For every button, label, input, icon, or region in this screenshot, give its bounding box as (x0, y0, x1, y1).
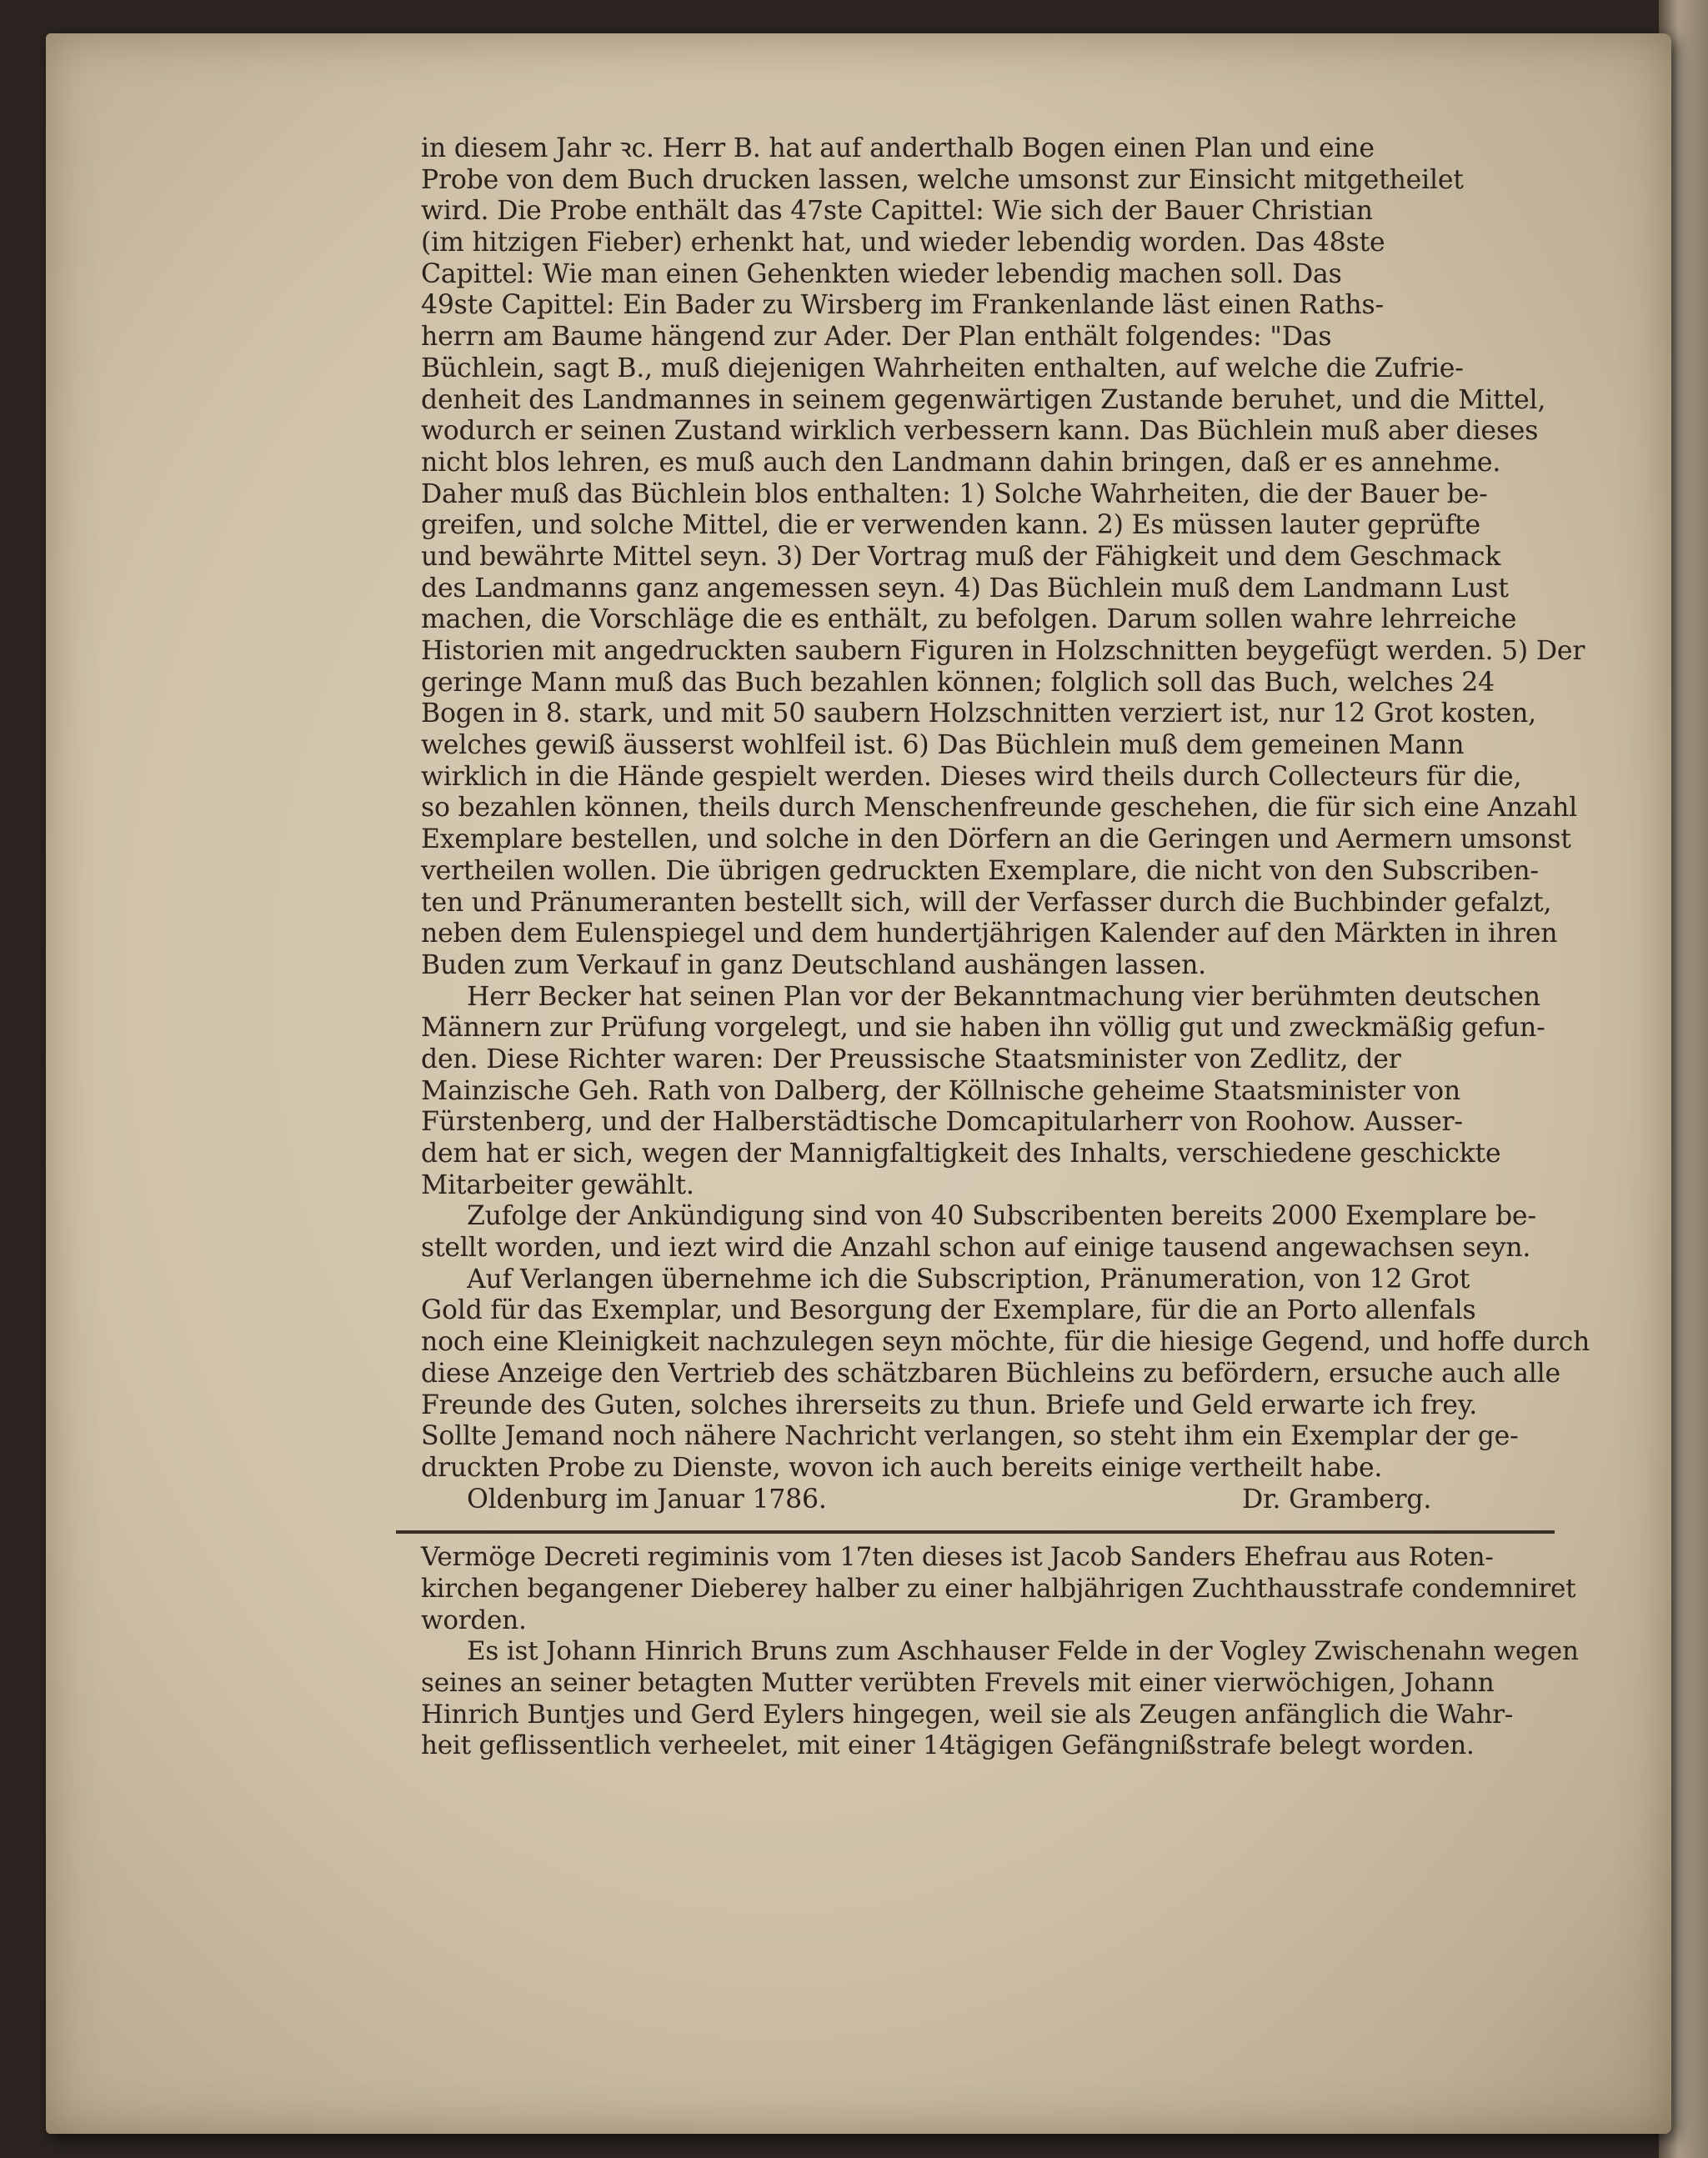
text-line: Herr Becker hat seinen Plan vor der Bekanntmachung vier berühmten deutschen (467, 981, 1540, 1012)
signature-name: Dr. Gramberg. (1242, 1484, 1432, 1515)
text-line: stellt worden, und iezt wird die Anzahl schon auf einige tausend angewachsen seyn. (421, 1233, 1531, 1264)
text-line: vertheilen wollen. Die übrigen gedruckten Exemplare, die nicht von den Subscriben- (421, 855, 1539, 886)
text-line: so bezahlen können, theils durch Menschenfreunde geschehen, die für sich eine Anzahl (421, 793, 1578, 824)
text-line: Es ist Johann Hinrich Bruns zum Aschhauser Felde in der Vogley Zwischenahn wegen (467, 1636, 1579, 1667)
text-line: herrn am Baume hängend zur Ader. Der Plan enthält folgendes: "Das (421, 322, 1332, 353)
text-line: Capittel: Wie man einen Gehenkten wieder lebendig machen soll. Das (421, 258, 1342, 289)
text-line: und bewährte Mittel seyn. 3) Der Vortrag muß der Fähigkeit und dem Geschmack (421, 541, 1501, 572)
paragraph-becker (421, 982, 1563, 1202)
text-line: Sollte Jemand noch nähere Nachricht verlangen, so steht ihm ein Exemplar der ge- (421, 1421, 1519, 1452)
text-line: Daher muß das Büchlein blos enthalten: 1) Solche Wahrheiten, die der Bauer be- (421, 478, 1488, 509)
text-line: heit geflissentlich verheelet, mit einer 14tägigen Gefängnißstrafe belegt worden. (421, 1730, 1475, 1761)
text-line: Vermöge Decreti regiminis vom 17ten dieses ist Jacob Sanders Ehefrau aus Roten- (421, 1542, 1494, 1573)
section-divider (396, 1530, 1555, 1534)
text-line: Buden zum Verkauf in ganz Deutschland aushängen lassen. (421, 949, 1206, 980)
text-line: geringe Mann muß das Buch bezahlen können; folglich soll das Buch, welches 24 (421, 667, 1495, 698)
text-line: Historien mit angedruckten saubern Figuren in Holzschnitten beygefügt werden. 5) Der (421, 636, 1585, 666)
text-line: kirchen begangener Dieberey halber zu einer halbjährigen Zuchthausstrafe condemniret (421, 1573, 1576, 1604)
text-line: denheit des Landmannes in seinem gegenwärtigen Zustande beruhet, und die Mittel, (421, 384, 1546, 415)
text-line: wird. Die Probe enthält das 47ste Capittel: Wie sich der Bauer Christian (421, 196, 1373, 227)
text-line: noch eine Kleinigkeit nachzulegen seyn möchte, für die hiesige Gegend, und hoffe durch (421, 1327, 1590, 1358)
text-line: Probe von dem Buch drucken lassen, welche umsonst zur Einsicht mitgetheilet (421, 164, 1464, 195)
text-line: Mainzische Geh. Rath von Dalberg, der Köllnische geheime Staatsminister von (421, 1075, 1460, 1106)
page-text (421, 133, 1590, 1762)
text-line: Männern zur Prüfung vorgelegt, und sie haben ihn völlig gut und zweckmäßig gefun- (421, 1013, 1545, 1044)
text-line: Zufolge der Ankündigung sind von 40 Subscribenten bereits 2000 Exemplare be- (467, 1201, 1536, 1232)
text-line: 49ste Capittel: Ein Bader zu Wirsberg im Frankenlande läst einen Raths- (421, 290, 1384, 321)
text-line: wodurch er seinen Zustand wirklich verbessern kann. Das Büchlein muß aber dieses (421, 416, 1539, 447)
text-line: Mitarbeiter gewählt. (421, 1169, 694, 1200)
text-line: wirklich in die Hände gespielt werden. Dieses wird theils durch Collecteurs für die, (421, 761, 1522, 792)
text-line: druckten Probe zu Dienste, wovon ich auch bereits einige vertheilt habe. (421, 1452, 1383, 1483)
text-line: Exemplare bestellen, und solche in den Dörfern an die Geringen und Aermern umsonst (421, 824, 1571, 855)
text-line: Gold für das Exemplar, und Besorgung der Exemplare, für die an Porto allenfals (421, 1295, 1476, 1326)
text-line: in diesem Jahr ꝛc. Herr B. hat auf anderthalb Bogen einen Plan und eine (421, 133, 1375, 163)
text-line: Büchlein, sagt B., muß diejenigen Wahrheiten enthalten, auf welche die Zufrie- (421, 353, 1464, 383)
text-line: ten und Pränumeranten bestellt sich, will der Verfasser durch die Buchbinder gefalzt, (421, 887, 1552, 918)
text-line: machen, die Vorschläge die es enthält, zu befolgen. Darum sollen wahre lehrreiche (421, 604, 1517, 635)
text-line: nicht blos lehren, es muß auch den Landmann dahin bringen, daß er es annehme. (421, 447, 1501, 478)
text-line: (im hitzigen Fieber) erhenkt hat, und wieder lebendig worden. Das 48ste (421, 228, 1385, 258)
text-line: diese Anzeige den Vertrieb des schätzbaren Büchleins zu befördern, ersuche auch alle (421, 1358, 1560, 1389)
paragraph-subscription-offer (421, 1264, 1590, 1485)
text-line: welches gewiß äusserst wohlfeil ist. 6) Das Büchlein muß dem gemeinen Mann (421, 730, 1465, 761)
text-line: greifen, und solche Mittel, die er verwenden kann. 2) Es müssen lauter geprüfte (421, 510, 1480, 541)
text-line: worden. (421, 1605, 527, 1635)
text-line: des Landmanns ganz angemessen seyn. 4) Das Büchlein muß dem Landmann Lust (421, 573, 1509, 603)
paragraph-subscribers (421, 1201, 1563, 1264)
text-line: neben dem Eulenspiegel und dem hundertjährigen Kalender auf den Märkten in ihren (421, 919, 1558, 949)
text-line: Freunde des Guten, solches ihrerseits zu thun. Briefe und Geld erwarte ich frey. (421, 1389, 1478, 1420)
place-date: Oldenburg im Januar 1786. (467, 1484, 827, 1515)
text-line: Auf Verlangen übernehme ich die Subscription, Pränumeration, von 12 Grot (467, 1264, 1470, 1294)
official-notice (421, 1542, 1579, 1762)
text-line: Fürstenberg, und der Halberstädtische Domcapitularherr von Roohow. Ausser- (421, 1107, 1463, 1138)
text-line: den. Diese Richter waren: Der Preussische Staatsminister von Zedlitz, der (421, 1044, 1401, 1074)
text-line: seines an seiner betagten Mutter verübten Frevels mit einer vierwöchigen, Johann (421, 1668, 1495, 1698)
text-line: Bogen in 8. stark, und mit 50 saubern Holzschnitten verziert ist, nur 12 Grot kosten, (421, 698, 1536, 729)
text-line: dem hat er sich, wegen der Mannigfaltigkeit des Inhalts, verschiedene geschickte (421, 1139, 1501, 1169)
main-paragraph (421, 133, 1585, 982)
text-line: Hinrich Buntjes und Gerd Eylers hingegen, weil sie als Zeugen anfänglich die Wahr- (421, 1699, 1514, 1730)
signature-line (421, 1485, 1563, 1516)
